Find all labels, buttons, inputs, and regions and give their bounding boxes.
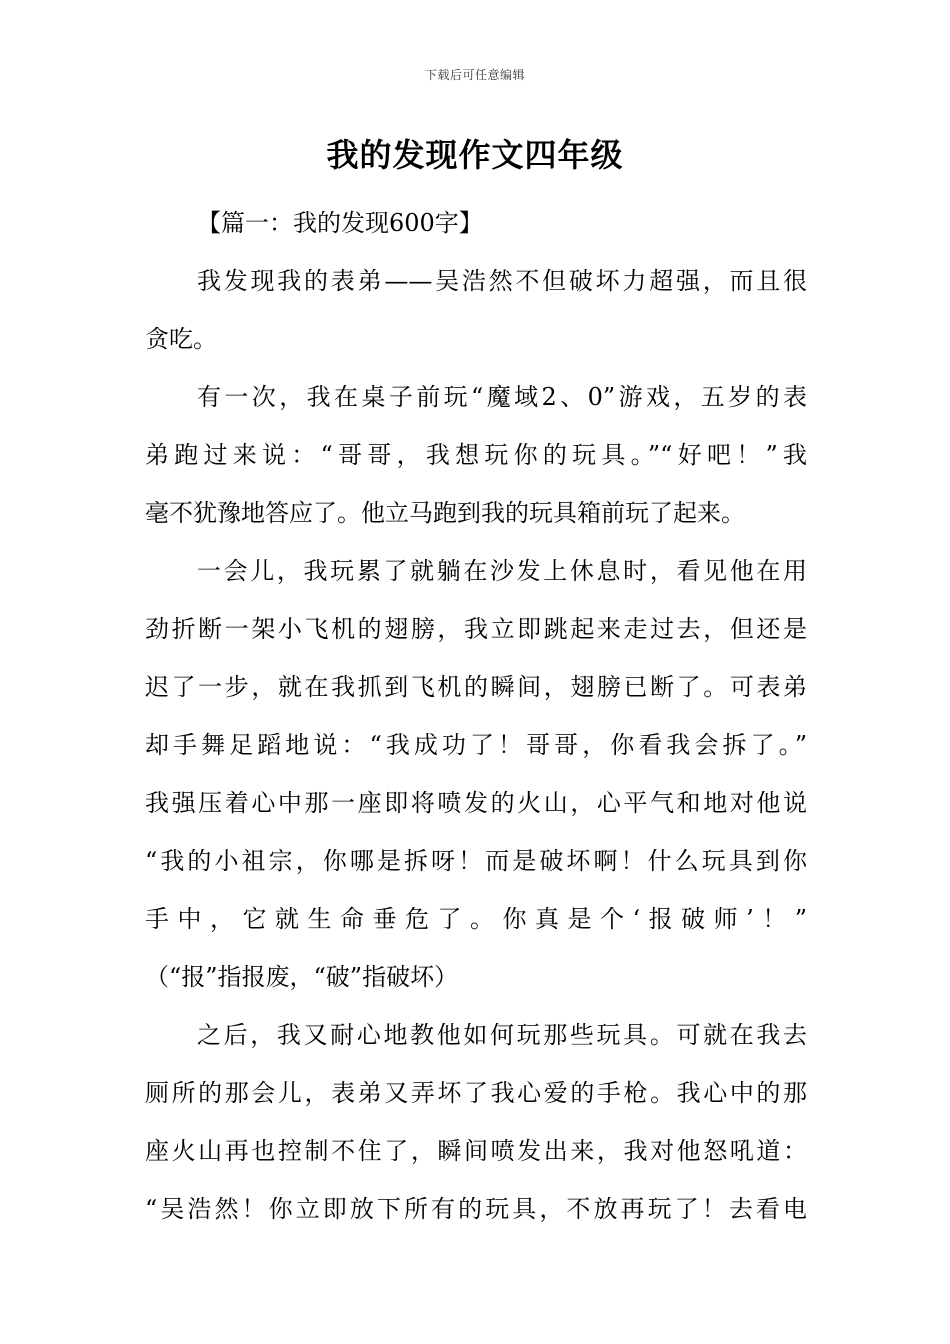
text-line: 【篇一：我的发现600字】 — [197, 209, 483, 237]
text-line: 毫不犹豫地答应了。他立马跑到我的玩具箱前玩了起来。 — [145, 499, 745, 527]
text-line: “我的小祖宗，你哪是拆呀！而是破坏啊！什么玩具到你 — [145, 847, 807, 875]
text-line: 一会儿，我玩累了就躺在沙发上休息时，看见他在用 — [197, 557, 807, 585]
text-line: 手中，它就生命垂危了。你真是个‘报破师’！” — [145, 905, 807, 933]
text-line: “吴浩然！你立即放下所有的玩具，不放再玩了！去看电 — [145, 1195, 807, 1223]
text-line: 劲折断一架小飞机的翅膀，我立即跳起来走过去，但还是 — [145, 615, 807, 643]
text-line: 之后，我又耐心地教他如何玩那些玩具。可就在我去 — [197, 1021, 807, 1049]
header-note: 下载后可任意编辑 — [424, 68, 525, 82]
text-line: 弟跑过来说：“哥哥，我想玩你的玩具。”“好吧！”我 — [145, 441, 807, 469]
essay-body — [145, 208, 807, 1252]
text-line: 我强压着心中那一座即将喷发的火山，心平气和地对他说 — [145, 789, 807, 817]
text-line: 有一次，我在桌子前玩“魔域2、0”游戏，五岁的表 — [197, 383, 807, 411]
page-title: 我的发现作文四年级 — [326, 136, 624, 174]
text-line: 我发现我的表弟——吴浩然不但破坏力超强，而且很 — [197, 267, 807, 295]
text-line: 迟了一步，就在我抓到飞机的瞬间，翅膀已断了。可表弟 — [145, 673, 807, 701]
text-line: 却手舞足蹈地说：“我成功了！哥哥，你看我会拆了。” — [145, 731, 807, 759]
text-line: 厕所的那会儿，表弟又弄坏了我心爱的手枪。我心中的那 — [145, 1079, 807, 1107]
text-line: （“报”指报废，“破”指破坏） — [145, 963, 459, 991]
text-line: 贪吃。 — [145, 325, 217, 353]
text-line: 座火山再也控制不住了，瞬间喷发出来，我对他怒吼道： — [145, 1137, 807, 1165]
